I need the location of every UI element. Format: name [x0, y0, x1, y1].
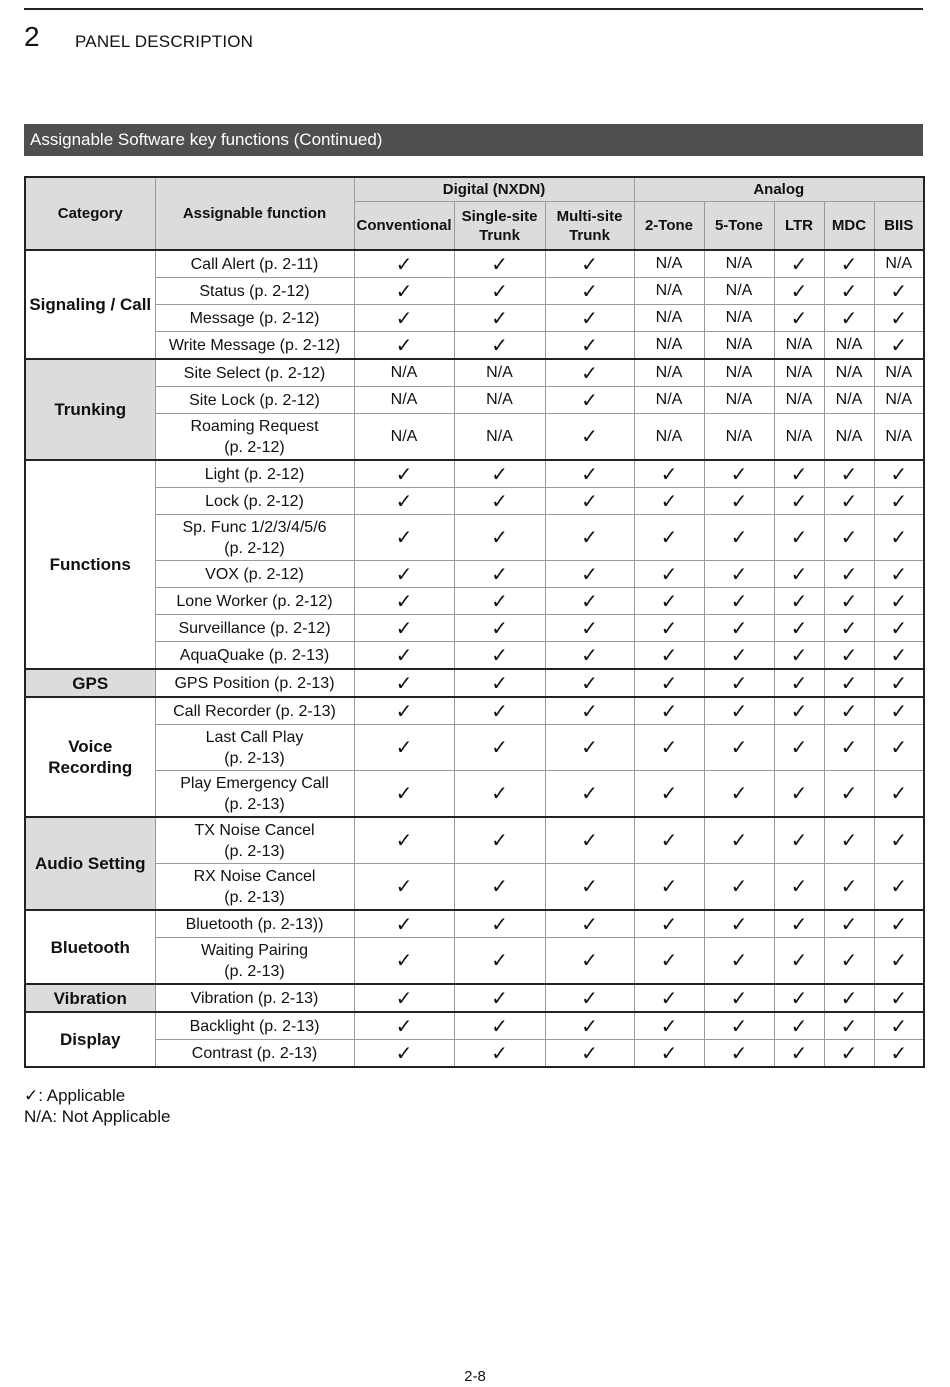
table-row: [25, 278, 924, 305]
chapter-title: PANEL DESCRIPTION: [75, 32, 254, 51]
value-cell: ✓: [354, 938, 454, 985]
value-cell: ✓: [454, 515, 545, 561]
function-cell: Write Message (p. 2-12): [155, 332, 354, 360]
header-single-site-trunk: Single-site Trunk: [454, 202, 545, 251]
category-cell: Signaling / Call: [25, 250, 155, 359]
category-group: [25, 250, 924, 359]
function-cell: Lock (p. 2-12): [155, 488, 354, 515]
value-cell: ✓: [704, 771, 774, 818]
value-cell: ✓: [874, 561, 924, 588]
value-cell: ✓: [354, 697, 454, 725]
value-cell: ✓: [874, 1040, 924, 1068]
value-cell: N/A: [354, 387, 454, 414]
value-cell: ✓: [774, 984, 824, 1012]
value-cell: ✓: [454, 305, 545, 332]
header-function: Assignable function: [155, 177, 354, 250]
value-cell: ✓: [454, 460, 545, 488]
value-cell: N/A: [634, 359, 704, 387]
value-cell: ✓: [774, 588, 824, 615]
value-cell: N/A: [634, 250, 704, 278]
value-cell: ✓: [354, 725, 454, 771]
value-cell: ✓: [354, 642, 454, 670]
value-cell: N/A: [454, 387, 545, 414]
header-ltr: LTR: [774, 202, 824, 251]
function-cell: Contrast (p. 2-13): [155, 1040, 354, 1068]
value-cell: ✓: [824, 1012, 874, 1040]
value-cell: ✓: [454, 771, 545, 818]
value-cell: ✓: [704, 984, 774, 1012]
table-row: [25, 642, 924, 670]
table-row: [25, 615, 924, 642]
function-cell: Backlight (p. 2-13): [155, 1012, 354, 1040]
function-cell: Call Alert (p. 2-11): [155, 250, 354, 278]
value-cell: ✓: [824, 771, 874, 818]
category-group: [25, 984, 924, 1012]
value-cell: ✓: [824, 561, 874, 588]
value-cell: N/A: [824, 359, 874, 387]
header-analog-group: Analog: [634, 177, 924, 202]
value-cell: ✓: [545, 697, 634, 725]
table-row: [25, 910, 924, 938]
value-cell: ✓: [545, 864, 634, 911]
value-cell: N/A: [874, 387, 924, 414]
value-cell: N/A: [774, 387, 824, 414]
value-cell: ✓: [634, 515, 704, 561]
value-cell: ✓: [454, 561, 545, 588]
value-cell: ✓: [634, 615, 704, 642]
value-cell: ✓: [774, 669, 824, 697]
function-cell: Vibration (p. 2-13): [155, 984, 354, 1012]
value-cell: N/A: [634, 305, 704, 332]
function-cell: Roaming Request (p. 2-12): [155, 414, 354, 461]
value-cell: ✓: [545, 460, 634, 488]
value-cell: ✓: [774, 642, 824, 670]
header-digital-group: Digital (NXDN): [354, 177, 634, 202]
function-cell: Lone Worker (p. 2-12): [155, 588, 354, 615]
value-cell: ✓: [774, 488, 824, 515]
value-cell: N/A: [774, 414, 824, 461]
value-cell: ✓: [774, 460, 824, 488]
value-cell: ✓: [874, 588, 924, 615]
value-cell: N/A: [774, 332, 824, 360]
value-cell: ✓: [354, 1012, 454, 1040]
value-cell: ✓: [545, 359, 634, 387]
value-cell: ✓: [874, 332, 924, 360]
value-cell: N/A: [874, 414, 924, 461]
table-header: [25, 177, 924, 250]
value-cell: ✓: [354, 588, 454, 615]
value-cell: ✓: [454, 642, 545, 670]
value-cell: ✓: [545, 984, 634, 1012]
value-cell: ✓: [774, 938, 824, 985]
header-conventional: Conventional: [354, 202, 454, 251]
header-biis: BIIS: [874, 202, 924, 251]
value-cell: ✓: [704, 642, 774, 670]
value-cell: ✓: [634, 938, 704, 985]
table-row: [25, 669, 924, 697]
value-cell: N/A: [634, 332, 704, 360]
value-cell: N/A: [704, 387, 774, 414]
value-cell: ✓: [774, 1012, 824, 1040]
value-cell: ✓: [824, 460, 874, 488]
value-cell: ✓: [824, 250, 874, 278]
value-cell: ✓: [704, 460, 774, 488]
value-cell: ✓: [545, 387, 634, 414]
value-cell: ✓: [704, 1012, 774, 1040]
value-cell: ✓: [454, 697, 545, 725]
legend-applicable: ✓: Applicable: [24, 1086, 126, 1105]
value-cell: ✓: [824, 615, 874, 642]
category-cell: Audio Setting: [25, 817, 155, 910]
table-row: [25, 725, 924, 771]
value-cell: ✓: [354, 305, 454, 332]
value-cell: ✓: [545, 642, 634, 670]
value-cell: ✓: [545, 588, 634, 615]
legend: [24, 1085, 170, 1127]
value-cell: ✓: [704, 697, 774, 725]
value-cell: ✓: [545, 488, 634, 515]
category-cell: Vibration: [25, 984, 155, 1012]
value-cell: ✓: [354, 332, 454, 360]
table-row: [25, 387, 924, 414]
value-cell: ✓: [824, 697, 874, 725]
value-cell: ✓: [634, 984, 704, 1012]
header-2-tone: 2-Tone: [634, 202, 704, 251]
value-cell: N/A: [634, 278, 704, 305]
table-row: [25, 332, 924, 360]
value-cell: ✓: [454, 1040, 545, 1068]
value-cell: ✓: [354, 669, 454, 697]
value-cell: ✓: [774, 278, 824, 305]
value-cell: ✓: [545, 1040, 634, 1068]
value-cell: ✓: [634, 864, 704, 911]
value-cell: ✓: [704, 615, 774, 642]
value-cell: ✓: [824, 725, 874, 771]
value-cell: ✓: [354, 278, 454, 305]
function-cell: Surveillance (p. 2-12): [155, 615, 354, 642]
value-cell: ✓: [454, 278, 545, 305]
value-cell: ✓: [704, 817, 774, 864]
table-row: [25, 1012, 924, 1040]
category-cell: Display: [25, 1012, 155, 1067]
value-cell: N/A: [704, 278, 774, 305]
value-cell: ✓: [634, 460, 704, 488]
value-cell: ✓: [824, 817, 874, 864]
value-cell: ✓: [774, 910, 824, 938]
value-cell: ✓: [454, 910, 545, 938]
value-cell: ✓: [704, 910, 774, 938]
value-cell: ✓: [454, 250, 545, 278]
table-row: [25, 771, 924, 818]
value-cell: ✓: [634, 588, 704, 615]
value-cell: ✓: [874, 615, 924, 642]
value-cell: ✓: [354, 615, 454, 642]
value-cell: ✓: [634, 561, 704, 588]
function-cell: RX Noise Cancel (p. 2-13): [155, 864, 354, 911]
value-cell: N/A: [774, 359, 824, 387]
value-cell: ✓: [634, 817, 704, 864]
function-cell: Last Call Play (p. 2-13): [155, 725, 354, 771]
value-cell: ✓: [774, 1040, 824, 1068]
category-cell: GPS: [25, 669, 155, 697]
category-cell: Bluetooth: [25, 910, 155, 984]
value-cell: ✓: [354, 561, 454, 588]
value-cell: ✓: [704, 488, 774, 515]
value-cell: ✓: [874, 1012, 924, 1040]
value-cell: N/A: [704, 332, 774, 360]
value-cell: ✓: [545, 414, 634, 461]
value-cell: ✓: [354, 515, 454, 561]
function-cell: Light (p. 2-12): [155, 460, 354, 488]
value-cell: ✓: [824, 278, 874, 305]
function-cell: Sp. Func 1/2/3/4/5/6 (p. 2-12): [155, 515, 354, 561]
value-cell: ✓: [545, 332, 634, 360]
value-cell: ✓: [824, 669, 874, 697]
value-cell: ✓: [824, 910, 874, 938]
value-cell: N/A: [634, 387, 704, 414]
category-group: [25, 697, 924, 817]
function-cell: Message (p. 2-12): [155, 305, 354, 332]
value-cell: ✓: [454, 669, 545, 697]
value-cell: ✓: [874, 515, 924, 561]
value-cell: ✓: [774, 250, 824, 278]
value-cell: ✓: [704, 725, 774, 771]
value-cell: ✓: [454, 864, 545, 911]
value-cell: ✓: [874, 864, 924, 911]
table-row: [25, 938, 924, 985]
value-cell: ✓: [354, 864, 454, 911]
category-group: [25, 359, 924, 460]
value-cell: ✓: [634, 669, 704, 697]
function-cell: Waiting Pairing (p. 2-13): [155, 938, 354, 985]
value-cell: ✓: [454, 984, 545, 1012]
function-cell: Call Recorder (p. 2-13): [155, 697, 354, 725]
value-cell: N/A: [634, 414, 704, 461]
value-cell: ✓: [824, 938, 874, 985]
value-cell: ✓: [704, 864, 774, 911]
value-cell: ✓: [704, 938, 774, 985]
value-cell: ✓: [774, 771, 824, 818]
table-row: [25, 515, 924, 561]
value-cell: ✓: [874, 771, 924, 818]
value-cell: ✓: [824, 642, 874, 670]
value-cell: N/A: [454, 414, 545, 461]
value-cell: ✓: [824, 305, 874, 332]
category-group: [25, 1012, 924, 1067]
value-cell: N/A: [824, 414, 874, 461]
value-cell: ✓: [354, 488, 454, 515]
value-cell: ✓: [454, 488, 545, 515]
value-cell: ✓: [874, 460, 924, 488]
value-cell: ✓: [545, 561, 634, 588]
value-cell: ✓: [874, 488, 924, 515]
value-cell: ✓: [354, 1040, 454, 1068]
function-table: [24, 176, 925, 1068]
value-cell: ✓: [824, 515, 874, 561]
value-cell: ✓: [545, 305, 634, 332]
function-cell: GPS Position (p. 2-13): [155, 669, 354, 697]
value-cell: N/A: [704, 250, 774, 278]
value-cell: ✓: [704, 669, 774, 697]
value-cell: ✓: [824, 488, 874, 515]
value-cell: ✓: [545, 1012, 634, 1040]
value-cell: ✓: [354, 771, 454, 818]
value-cell: ✓: [824, 588, 874, 615]
value-cell: ✓: [704, 561, 774, 588]
header-5-tone: 5-Tone: [704, 202, 774, 251]
header-mdc: MDC: [824, 202, 874, 251]
value-cell: ✓: [545, 817, 634, 864]
value-cell: N/A: [354, 414, 454, 461]
table-row: [25, 488, 924, 515]
table-row: [25, 588, 924, 615]
value-cell: N/A: [704, 305, 774, 332]
table-row: [25, 359, 924, 387]
table-row: [25, 817, 924, 864]
function-cell: AquaQuake (p. 2-13): [155, 642, 354, 670]
value-cell: ✓: [454, 332, 545, 360]
value-cell: ✓: [545, 515, 634, 561]
value-cell: ✓: [454, 588, 545, 615]
value-cell: N/A: [454, 359, 545, 387]
value-cell: N/A: [874, 359, 924, 387]
table-row: [25, 1040, 924, 1068]
value-cell: ✓: [824, 864, 874, 911]
table-row: [25, 984, 924, 1012]
value-cell: ✓: [354, 984, 454, 1012]
value-cell: ✓: [354, 250, 454, 278]
value-cell: ✓: [545, 910, 634, 938]
table-row: [25, 697, 924, 725]
value-cell: N/A: [704, 414, 774, 461]
value-cell: ✓: [545, 938, 634, 985]
table-row: [25, 414, 924, 461]
value-cell: ✓: [874, 669, 924, 697]
value-cell: ✓: [354, 460, 454, 488]
value-cell: ✓: [634, 697, 704, 725]
value-cell: ✓: [874, 697, 924, 725]
value-cell: ✓: [634, 910, 704, 938]
value-cell: N/A: [354, 359, 454, 387]
function-cell: TX Noise Cancel (p. 2-13): [155, 817, 354, 864]
header-multi-site-trunk: Multi-site Trunk: [545, 202, 634, 251]
value-cell: ✓: [354, 910, 454, 938]
value-cell: ✓: [704, 515, 774, 561]
value-cell: ✓: [634, 1040, 704, 1068]
value-cell: N/A: [874, 250, 924, 278]
table-row: [25, 561, 924, 588]
header-category: Category: [25, 177, 155, 250]
value-cell: ✓: [774, 515, 824, 561]
value-cell: ✓: [545, 771, 634, 818]
value-cell: ✓: [704, 1040, 774, 1068]
value-cell: ✓: [634, 488, 704, 515]
value-cell: ✓: [874, 725, 924, 771]
value-cell: ✓: [774, 615, 824, 642]
section-title-bar: Assignable Software key functions (Continued): [24, 124, 923, 156]
function-cell: VOX (p. 2-12): [155, 561, 354, 588]
value-cell: ✓: [874, 817, 924, 864]
function-cell: Play Emergency Call (p. 2-13): [155, 771, 354, 818]
value-cell: ✓: [545, 725, 634, 771]
value-cell: N/A: [824, 332, 874, 360]
value-cell: ✓: [774, 305, 824, 332]
category-cell: Trunking: [25, 359, 155, 460]
function-cell: Site Select (p. 2-12): [155, 359, 354, 387]
value-cell: ✓: [454, 615, 545, 642]
top-rule: [24, 8, 923, 10]
table-row: [25, 250, 924, 278]
value-cell: ✓: [774, 817, 824, 864]
category-cell: Voice Recording: [25, 697, 155, 817]
value-cell: ✓: [874, 278, 924, 305]
value-cell: ✓: [354, 817, 454, 864]
category-group: [25, 817, 924, 910]
value-cell: ✓: [454, 817, 545, 864]
value-cell: ✓: [634, 725, 704, 771]
value-cell: ✓: [774, 697, 824, 725]
value-cell: ✓: [634, 1012, 704, 1040]
function-cell: Status (p. 2-12): [155, 278, 354, 305]
legend-not-applicable: N/A: Not Applicable: [24, 1107, 171, 1126]
value-cell: ✓: [774, 561, 824, 588]
function-cell: Bluetooth (p. 2-13)): [155, 910, 354, 938]
function-cell: Site Lock (p. 2-12): [155, 387, 354, 414]
value-cell: ✓: [704, 588, 774, 615]
value-cell: ✓: [874, 938, 924, 985]
value-cell: ✓: [634, 642, 704, 670]
table-row: [25, 305, 924, 332]
category-group: [25, 910, 924, 984]
chapter-number: 2: [24, 21, 40, 52]
value-cell: N/A: [824, 387, 874, 414]
value-cell: ✓: [774, 725, 824, 771]
value-cell: ✓: [454, 938, 545, 985]
value-cell: ✓: [874, 305, 924, 332]
value-cell: ✓: [874, 642, 924, 670]
value-cell: ✓: [874, 910, 924, 938]
page-number: 2-8: [464, 1368, 486, 1385]
category-group: [25, 669, 924, 697]
category-cell: Functions: [25, 460, 155, 669]
value-cell: ✓: [824, 1040, 874, 1068]
value-cell: ✓: [454, 725, 545, 771]
value-cell: N/A: [704, 359, 774, 387]
value-cell: ✓: [824, 984, 874, 1012]
value-cell: ✓: [545, 669, 634, 697]
value-cell: ✓: [545, 615, 634, 642]
value-cell: ✓: [774, 864, 824, 911]
table-row: [25, 460, 924, 488]
value-cell: ✓: [634, 771, 704, 818]
value-cell: ✓: [454, 1012, 545, 1040]
value-cell: ✓: [545, 278, 634, 305]
category-group: [25, 460, 924, 669]
value-cell: ✓: [545, 250, 634, 278]
value-cell: ✓: [874, 984, 924, 1012]
table-row: [25, 864, 924, 911]
